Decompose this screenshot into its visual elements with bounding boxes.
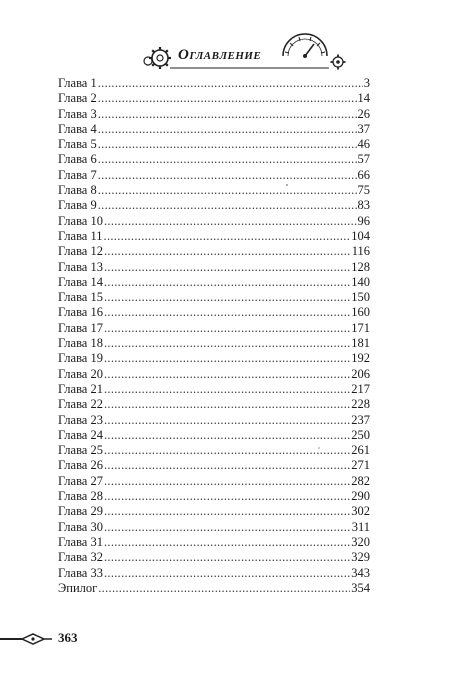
toc-leader-dots	[98, 168, 357, 183]
toc-leader-dots	[104, 367, 350, 382]
toc-entry-label: Глава 31	[58, 534, 103, 549]
toc-entry-label: Глава 15	[58, 290, 103, 305]
toc-entry	[58, 260, 370, 275]
toc-entry-page: 217	[351, 381, 370, 396]
toc-leader-dots	[98, 198, 357, 213]
toc-leader-dots	[104, 550, 350, 565]
toc-leader-dots	[104, 458, 350, 473]
toc-leader-dots	[104, 428, 350, 443]
toc-leader-dots	[98, 122, 357, 137]
toc-leader-dots	[104, 520, 351, 535]
toc-entry	[58, 566, 370, 581]
toc-leader-dots	[104, 504, 350, 519]
toc-entry-page: 104	[351, 228, 370, 243]
page-title: Оглавление	[178, 47, 262, 63]
toc-entry	[58, 458, 370, 473]
toc-entry-page: 354	[351, 580, 370, 595]
toc-entry	[58, 76, 370, 91]
toc-entry-label: Глава 14	[58, 274, 103, 289]
toc-entry-page: 320	[351, 534, 370, 549]
toc-entry-label: Глава 9	[58, 198, 97, 213]
toc-leader-dots	[104, 382, 350, 397]
clock-gauge-icon	[281, 34, 329, 68]
toc-entry	[58, 244, 370, 259]
page-number: 363	[58, 630, 78, 645]
toc-leader-dots	[98, 76, 363, 91]
toc-entry-page: 192	[351, 351, 370, 366]
toc-entry-page: 302	[351, 504, 370, 519]
toc-entry-label: Глава 13	[58, 259, 103, 274]
toc-entry-label: Глава 28	[58, 489, 103, 504]
toc-entry-page: 37	[357, 121, 370, 136]
toc-leader-dots	[104, 474, 350, 489]
toc-entry	[58, 321, 370, 336]
toc-leader-dots	[104, 351, 350, 366]
toc-entry-label: Глава 25	[58, 443, 103, 458]
toc-entry	[58, 474, 370, 489]
toc-entry-label: Глава 23	[58, 412, 103, 427]
toc-entry-page: 140	[351, 274, 370, 289]
toc-entry-label: Глава 22	[58, 397, 103, 412]
toc-entry-page: 26	[357, 106, 370, 121]
toc-leader-dots	[104, 489, 350, 504]
toc-entry-page: 228	[351, 397, 370, 412]
toc-entry-page: 75	[357, 183, 370, 198]
toc-entry	[58, 168, 370, 183]
toc-leader-dots	[104, 214, 357, 229]
toc-leader-dots	[98, 107, 357, 122]
toc-entry	[58, 305, 370, 320]
toc-entry-label: Глава 10	[58, 213, 103, 228]
toc-entry	[58, 214, 370, 229]
toc-entry	[58, 520, 370, 535]
toc-entry	[58, 443, 370, 458]
toc-entry-label: Глава 12	[58, 244, 103, 259]
toc-entry-page: 261	[351, 443, 370, 458]
toc-entry	[58, 428, 370, 443]
toc-leader-dots	[104, 535, 350, 550]
toc-entry-label: Глава 20	[58, 366, 103, 381]
toc-entry	[58, 413, 370, 428]
toc-entry-page: 329	[351, 550, 370, 565]
toc-leader-dots	[104, 336, 350, 351]
toc-entry-label: Глава 2	[58, 91, 97, 106]
toc-entry-page: 171	[351, 320, 370, 335]
toc-entry-page: 160	[351, 305, 370, 320]
toc-entry	[58, 367, 370, 382]
toc-leader-dots	[104, 290, 350, 305]
toc-leader-dots	[104, 275, 350, 290]
toc-leader-dots	[98, 581, 350, 596]
toc-header	[140, 30, 350, 80]
toc-entry-label: Глава 3	[58, 106, 97, 121]
toc-entry-label: Эпилог	[58, 580, 98, 595]
toc-entry-page: 83	[357, 198, 370, 213]
toc-entry-page: 250	[351, 427, 370, 442]
toc-entry	[58, 504, 370, 519]
toc-entry-page: 282	[351, 473, 370, 488]
toc-leader-dots	[104, 260, 350, 275]
toc-entry-label: Глава 8	[58, 183, 97, 198]
toc-entry	[58, 198, 370, 213]
toc-entry	[58, 550, 370, 565]
toc-entry-page: 57	[357, 152, 370, 167]
toc-leader-dots	[104, 413, 350, 428]
toc-leader-dots	[98, 183, 357, 198]
toc-entry-label: Глава 32	[58, 550, 103, 565]
toc-entry-page: 206	[351, 366, 370, 381]
table-of-contents	[58, 76, 370, 596]
toc-entry-page: 46	[357, 137, 370, 152]
toc-entry	[58, 489, 370, 504]
toc-entry-page: 14	[357, 91, 370, 106]
toc-leader-dots	[104, 321, 350, 336]
toc-entry-label: Глава 21	[58, 381, 103, 396]
toc-entry-label: Глава 24	[58, 427, 103, 442]
toc-entry	[58, 382, 370, 397]
toc-entry-page: 181	[351, 336, 370, 351]
toc-entry	[58, 107, 370, 122]
toc-entry-label: Глава 33	[58, 565, 103, 580]
toc-entry	[58, 152, 370, 167]
toc-entry	[58, 290, 370, 305]
toc-entry	[58, 581, 370, 596]
toc-entry-label: Глава 4	[58, 121, 97, 136]
toc-entry-label: Глава 1	[58, 76, 97, 90]
toc-entry-label: Глава 27	[58, 473, 103, 488]
toc-entry-page: 3	[363, 76, 370, 90]
toc-entry	[58, 351, 370, 366]
gear-icon	[149, 47, 171, 69]
toc-entry	[58, 229, 370, 244]
toc-entry	[58, 183, 370, 198]
toc-leader-dots	[104, 566, 350, 581]
toc-entry-label: Глава 26	[58, 458, 103, 473]
toc-entry-page: 116	[351, 244, 370, 259]
toc-entry-page: 343	[351, 565, 370, 580]
toc-entry	[58, 397, 370, 412]
toc-entry-label: Глава 6	[58, 152, 97, 167]
toc-entry-page: 290	[351, 489, 370, 504]
toc-leader-dots	[104, 305, 350, 320]
toc-leader-dots	[104, 229, 351, 244]
toc-leader-dots	[98, 137, 357, 152]
toc-leader-dots	[98, 91, 357, 106]
toc-entry-label: Глава 19	[58, 351, 103, 366]
toc-entry	[58, 535, 370, 550]
toc-entry-label: Глава 30	[58, 519, 103, 534]
toc-entry-label: Глава 11	[58, 228, 103, 243]
toc-entry-page: 311	[351, 519, 370, 534]
toc-leader-dots	[98, 152, 357, 167]
toc-entry-page: 96	[357, 213, 370, 228]
toc-entry-page: 271	[351, 458, 370, 473]
toc-leader-dots	[104, 244, 351, 259]
toc-entry-label: Глава 17	[58, 320, 103, 335]
toc-entry-page: 150	[351, 290, 370, 305]
toc-entry	[58, 336, 370, 351]
toc-entry	[58, 122, 370, 137]
toc-entry	[58, 137, 370, 152]
toc-entry-label: Глава 7	[58, 167, 97, 182]
toc-leader-dots	[104, 443, 350, 458]
toc-entry-label: Глава 18	[58, 336, 103, 351]
toc-entry-page: 237	[351, 412, 370, 427]
toc-leader-dots	[104, 397, 350, 412]
toc-entry	[58, 91, 370, 106]
toc-entry-label: Глава 16	[58, 305, 103, 320]
toc-entry-page: 128	[351, 259, 370, 274]
toc-entry-label: Глава 29	[58, 504, 103, 519]
toc-entry	[58, 275, 370, 290]
toc-entry-page: 66	[357, 167, 370, 182]
toc-entry-label: Глава 5	[58, 137, 97, 152]
